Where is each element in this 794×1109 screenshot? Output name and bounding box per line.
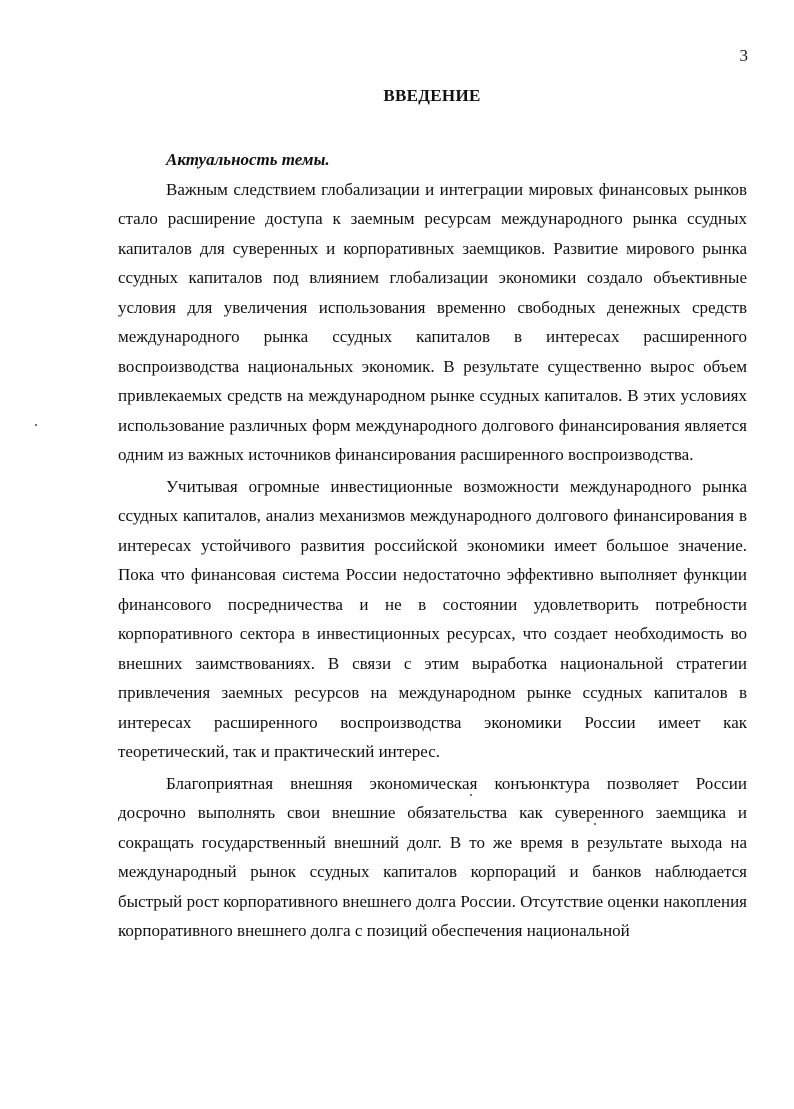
- page-title: ВВЕДЕНИЕ: [383, 86, 481, 105]
- scan-speck: [35, 424, 37, 426]
- scan-speck: [594, 823, 596, 825]
- page-number: 3: [739, 46, 748, 65]
- scan-speck: [470, 794, 472, 796]
- paragraph-2: Учитывая огромные инвестиционные возможности международного рынка ссудных капиталов, анализ механизмов международного долгового финансирования в интересах устойчивого развития российской экономики имеет большое значение. Пока что финансовая система России недостаточно эффективно выполняет функции финансового посредничества и не в состоянии удовлетворить потребности корпоративного сектора в инвестиционных ресурсах, что создает необходимость во внешних заимствованиях. В связи с этим выработка национальной стратегии привлечения заемных ресурсов на международном рынке ссудных капиталов в интересах расширенного воспроизводства экономики России имеет как теоретический, так и практический интерес.: [118, 476, 747, 761]
- paragraph-3: Благоприятная внешняя экономическая конъюнктура позволяет России досрочно выполнять свои внешние обязательства как суверенного заемщика и сокращать государственный внешний долг. В то же время в результате выхода на международный рынок ссудных капиталов корпораций и банков наблюдается быстрый рост корпоративного внешнего долга России. Отсутствие оценки накопления корпоративного внешнего долга с позиций обеспечения национальной: [118, 773, 747, 940]
- section-subheading: Актуальность темы.: [166, 150, 330, 169]
- document-body: [118, 145, 747, 946]
- paragraph-1: Важным следствием глобализации и интеграции мировых финансовых рынков стало расширение доступа к заемным ресурсам международного рынка ссудных капиталов для суверенных и корпоративных заемщиков. Развитие мирового рынка ссудных капиталов под влиянием глобализации экономики создало объективные условия для увеличения использования временно свободных денежных средств международного рынка ссудных капиталов в интересах расширенного воспроизводства национальных экономик. В результате существенно вырос объем привлекаемых средств на международном рынке ссудных капиталов. В этих условиях использование различных форм международного долгового финансирования является одним из важных источников финансирования расширенного воспроизводства.: [118, 179, 747, 464]
